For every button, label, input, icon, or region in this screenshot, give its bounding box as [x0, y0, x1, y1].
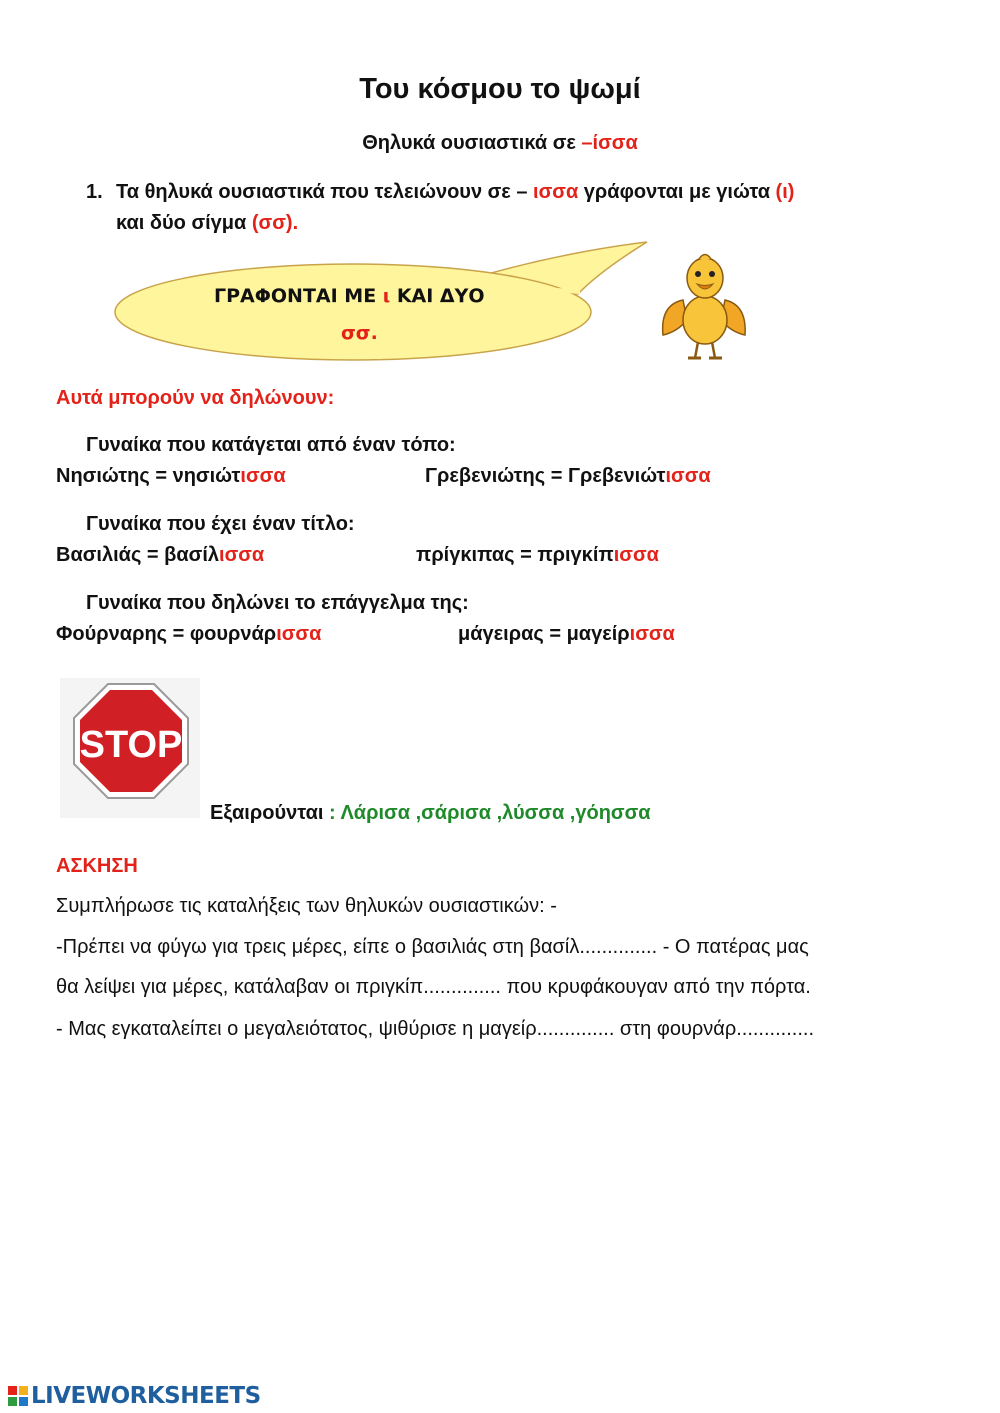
pair-ending: ισσα [613, 544, 659, 566]
pair-ending: ισσα [665, 465, 711, 487]
pair-base: Φούρναρης = φουρνάρ [56, 623, 277, 645]
stop-sign-icon [60, 678, 200, 818]
exceptions [210, 802, 651, 825]
exceptions-list: : Λάρισα ,σάρισα ,λύσσα ,γόησσα [323, 802, 651, 824]
stop-sign-text: STOP [79, 724, 183, 766]
pair-ending: ισσα [240, 465, 286, 487]
fill-blank-2[interactable]: .............. [423, 976, 501, 998]
pair-base: μάγειρας = μαγείρ [458, 623, 630, 645]
pair-ending: ισσα [219, 544, 265, 566]
logo-text: LIVEWORKSHEETS [31, 1383, 261, 1409]
subtitle-prefix: Θηλυκά ουσιαστικά σε [362, 132, 582, 154]
duck-illustration [655, 250, 755, 365]
pair-item [416, 544, 659, 567]
exercise-line-3 [56, 1009, 814, 1050]
exercise-text: - Μας εγκαταλείπει ο μεγαλειότατος, ψιθύρισε η μαγείρ [56, 1018, 537, 1040]
rule-text-3: και δύο σίγμα [116, 212, 252, 234]
group-heading-profession: Γυναίκα που δηλώνει το επάγγελμα της: [86, 592, 469, 614]
exercise-heading: ΑΣΚΗΣΗ [56, 855, 138, 877]
pair-item [56, 544, 264, 567]
liveworksheets-logo[interactable] [8, 1383, 261, 1409]
exercise-text: -Πρέπει να φύγω για τρεις μέρες, είπε ο βασιλιάς στη βασίλ [56, 936, 580, 958]
group-heading-title: Γυναίκα που έχει έναν τίτλο: [86, 513, 355, 535]
rule-text-2: γράφονται με γιώτα [578, 181, 776, 203]
exercise-text: θα λείψει για μέρες, κατάλαβαν οι πριγκίπ [56, 976, 424, 998]
bubble-text-2: ΚΑΙ ΔΥΟ [390, 285, 485, 307]
pair-item [56, 465, 286, 488]
rule-iota: (ι) [775, 181, 795, 203]
rule-ending: ισσα [533, 181, 579, 203]
fill-blank-1[interactable]: .............. [579, 936, 658, 958]
rule-sigma: (σσ). [251, 212, 299, 234]
bubble-line-2: σσ. [341, 322, 378, 344]
pair-item [425, 465, 711, 488]
bubble-text-1: ΓΡΑΦΟΝΤΑΙ ΜΕ [214, 285, 383, 307]
exercise-text: - Ο πατέρας μας [657, 936, 809, 958]
pair-item [458, 623, 675, 646]
bubble-line-1 [214, 285, 485, 307]
subtitle-suffix: –ίσσα [581, 132, 638, 154]
pair-ending: ισσα [276, 623, 322, 645]
exercise-text: στη φουρνάρ [614, 1018, 737, 1040]
pair-base: Νησιώτης = νησιώτ [56, 465, 241, 487]
fill-blank-3[interactable]: .............. [536, 1018, 615, 1040]
exercise-text: που κρυφάκουγαν από την πόρτα. [500, 976, 811, 998]
subtitle [0, 132, 1000, 155]
page-title: Του κόσμου το ψωμί [359, 73, 641, 105]
rule-number: 1. [86, 181, 103, 203]
exceptions-label: Εξαιρούνται [210, 802, 324, 824]
group-heading-origin: Γυναίκα που κατάγεται από έναν τόπο: [86, 434, 456, 456]
fill-blank-4[interactable]: .............. [736, 1018, 814, 1040]
pair-item [56, 623, 321, 646]
pair-base: πρίγκιπας = πριγκίπ [416, 544, 614, 566]
pair-base: Γρεβενιώτης = Γρεβενιώτ [425, 465, 666, 487]
exercise-line-1 [56, 927, 809, 968]
rule-line-2 [116, 207, 298, 239]
logo-blocks-icon [8, 1386, 28, 1406]
meanings-heading: Αυτά μπορούν να δηλώνουν: [56, 387, 335, 409]
rule-line-1 [116, 176, 794, 208]
exercise-line-2 [56, 967, 811, 1008]
rule-text-1: Τα θηλυκά ουσιαστικά που τελειώνουν σε – [116, 181, 534, 203]
exercise-instruction: Συμπλήρωσε τις καταλήξεις των θηλυκών ουσιαστικών: - [56, 895, 557, 917]
pair-base: Βασιλιάς = βασίλ [56, 544, 220, 566]
bubble-iota: ι [382, 285, 391, 307]
pair-ending: ισσα [629, 623, 675, 645]
